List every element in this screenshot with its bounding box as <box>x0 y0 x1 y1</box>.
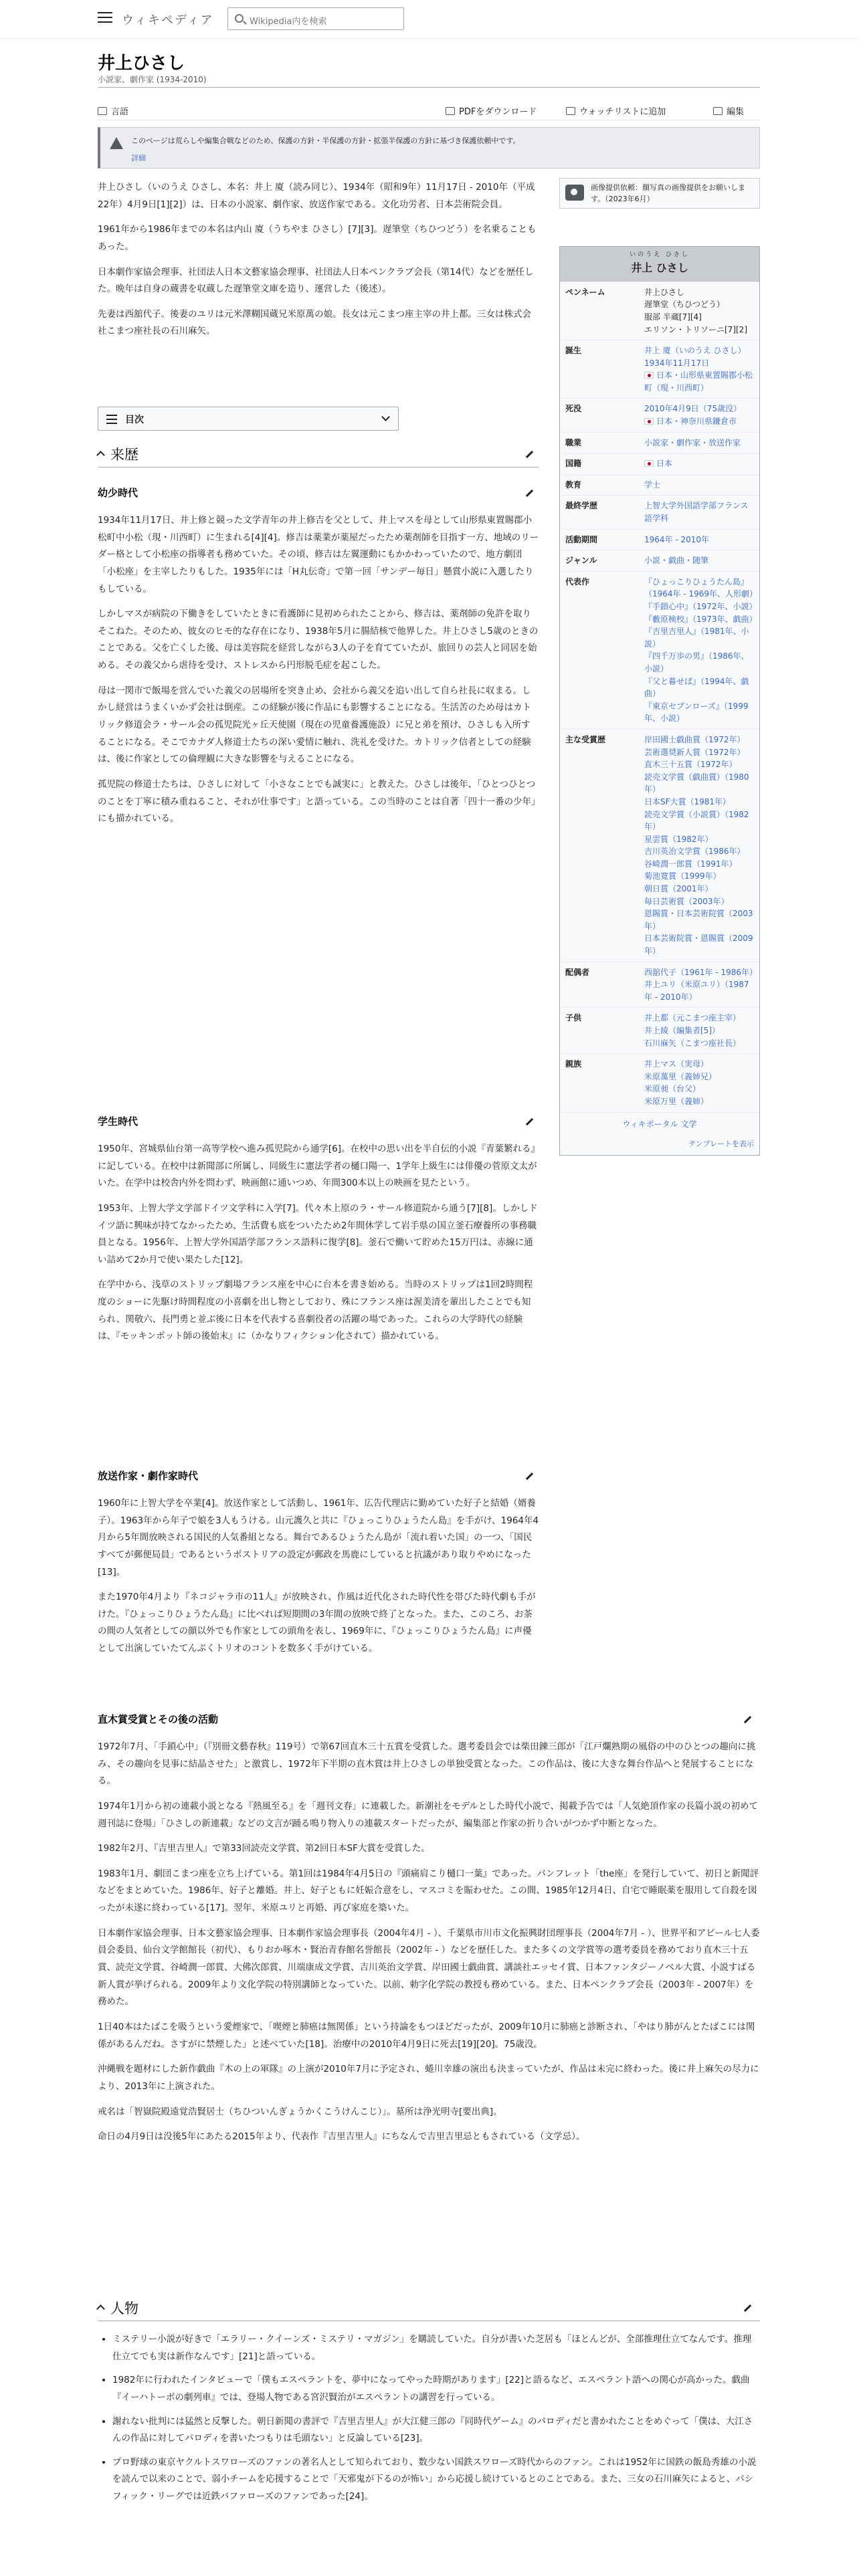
body-paragraph: 1972年7月、「手鎖心中」（『別冊文藝春秋』119号）で第67回直木三十五賞を受賞した。選考委員会では柴田錬三郎が「江戸爛熟期の風俗の中のひとつの趣向に挑み、その趣向を見事に結晶させた」と激賞し、1972年下半期の直木賞は井上ひさしの単独受賞となった。この作品は、後に大きな舞台作品へと発展することになる。 <box>98 1741 756 1787</box>
infobox-value: 井上都（元こまつ座主宰） 井上綾（編集者[5]） 石川麻矢（こまつ座社長） <box>644 1013 741 1048</box>
body-paragraph: 日本劇作家協会理事、日本文藝家協会理事、日本劇作家協会理事長（2004年4月 - ）、千葉県市川市文化振興財団理事長（2004年7月 - ）、世界平和アピール七人委員会委員、仙台文学館館長（初代）、もりおか啄木・賢治青春館名誉館長（2002年 - ）などを歴任した。また多くの文学賞等の選考委員を務めており直木三十五賞、読売文学賞、谷崎潤一郎賞、大佛次郎賞、川端康成文学賞、吉川英治文学賞、岸田國士戯曲賞、講談社エッセイ賞、日本ファンタジーノベル大賞、小説すばる新人賞が挙げられる。2009年より文化学院の特別講師となっていた。以前、勅字化学院の教授も務めている。また、日本ペンクラブ会長（2003年 - 2007年）を務めた。 <box>98 1927 760 2008</box>
edit-section-icon[interactable] <box>524 488 534 498</box>
infobox-key: 配偶者 <box>565 967 590 977</box>
infobox-key: 子供 <box>565 1013 582 1023</box>
search-icon <box>235 14 244 23</box>
toc-label: 目次 <box>125 415 144 425</box>
page-toolbar <box>98 100 760 120</box>
infobox-value: 上智大学外国語学部フランス語学科 <box>644 501 749 524</box>
infobox-value: 日本 <box>644 457 754 470</box>
title-divider <box>98 87 760 88</box>
body-paragraph: 1日40本はたばこを吸うという愛煙家で、「喫煙と肺癌は無関係」という持論をもつほどだったが、2009年10月に肺癌と診断され、「やはり肺がんとたばこには関係があるんだね。さすがに禁煙した」と述べていた[18]。治療中の2010年4月9日に死去[19][20]。75歳没。 <box>98 2021 755 2050</box>
infobox-value: 小説・戯曲・随筆 <box>644 556 709 566</box>
protection-notice <box>98 127 760 169</box>
infobox-value: 井上マス（実母） 米原萬里（義姉兄） 米原昶（台父） 米原万里（義姉） <box>644 1059 717 1106</box>
infobox-key: 教育 <box>565 479 582 490</box>
list-icon <box>106 415 117 424</box>
site-logo[interactable]: ウィキペディア <box>122 13 214 27</box>
image-request-text: 画像提供依頼：顔写真の画像提供をお願いします。（2023年6月） <box>591 183 745 203</box>
body-paragraph: 1934年11月17日、井上修と競った文学青年の井上修吉を父として、井上マスを母として山形県東置賜郡小松町中小松（現・川西町）に生まれる[4][4]。修吉は薬業が薬屋だったため薬剤師を目指す一方、地域のリーダー格として小松座の指導者も務めていた。その頃、修吉は左翼運動にもかかわっていたので、地方劇団「小松座」を主宰したりもした。1935年には「H丸伝奇」で第一回「サンデー毎日」懸賞小説に入選したりもしている。 <box>98 515 539 595</box>
japan-flag-icon <box>644 418 654 425</box>
infobox-row <box>560 571 759 729</box>
language-button[interactable] <box>98 104 128 117</box>
infobox-key: 誕生 <box>565 346 582 356</box>
list-item: • ミステリー小説が好きで「エラリー・クイーンズ・ミステリ・マガジン」を購読していた。自分が書いた芝居も「ほとんどが、全部推理仕立てなんです。推理仕立てでも実は新作なんです」[21]と語っている。 <box>112 2331 760 2365</box>
chevron-up-icon <box>96 2304 105 2313</box>
body-paragraph: 1960年に上智大学を卒業[4]。放送作家として活動し、1961年、広告代理店に勤めていた好子と結婚（婿養子）。1963年から年子で娘を3人もうける。山元護久と共に『ひょっこりひょうたん島』を手がけ、1964年4月から5年間放映される国民的人気番組となる。舞台であるひょうたん島が「流れ着いた国」の一つ、「国民すべてが郵便局員」であるというポストリアの設定が郵政を馬鹿にしていると抗議があり取りやめになった[13]。 <box>98 1498 539 1578</box>
intro-paragraph: 1961年から1986年までの本名は内山 廈（うちやま ひさし）[7][3]。遅筆堂（ちひつどう）を名乗ることもあった。 <box>98 224 537 252</box>
infobox-header <box>560 247 759 282</box>
infobox-key: 死没 <box>565 404 582 414</box>
body-paragraph: 1950年、宮城県仙台第一高等学校へ進み孤児院から通学[6]。在校中の思い出を半自伝的小説『青葉繁れる』に記している。在校中は新聞部に所属し、同級生に憲法学者の樋口陽一、1学年上級生には俳優の菅原文太がいた。在学中は校舎内外を問わず、映画館に通いつめ、年間300本以上の映画を見たという。 <box>98 1144 537 1189</box>
naoki-section <box>98 1739 760 2154</box>
intro-paragraph: 井上ひさし（いのうえ ひさし、本名：井上 廈（読み同じ）、1934年（昭和9年）11月17日 - 2010年（平成22年）4月9日[1][2]）は、日本の小説家、劇作家、放送作家である。文化功労者、日本芸術院会員。 <box>98 182 535 210</box>
pencil-icon <box>713 107 723 115</box>
body-paragraph: 孤児院の修道士たちは、ひさしに対して「小さなことでも誠実に」と教えた。ひさしは後年、「ひとつひとつのことを丁寧に積み重ねること、それが仕事です」と語っている。この当時のことは自著「四十一番の少年」にも描かれている。 <box>98 778 536 825</box>
template-label[interactable]: テンプレートを表示 <box>688 1140 754 1149</box>
image-request-box <box>559 178 760 209</box>
infobox-row <box>560 398 759 431</box>
list-item: • 1982年に行われたインタビューで「僕もエスペラントを、夢中になってやった時期があります」[22]と語るなど、エスペラント語への関心が高かった。戯曲『イーハトーボの劇列車』では、登場人物である宮沢賢治がエスペラントの講習を行っている。 <box>112 2372 760 2406</box>
page-subtitle: 小説家、劇作家 (1934-2010) <box>98 75 207 84</box>
warning-icon <box>110 137 123 149</box>
infobox-key: 親族 <box>565 1059 582 1069</box>
body-paragraph: また1970年4月より『ネコジャラ市の11人』が放映され、作風は近代化された時代性を帯びた時代劇も手がけた。『ひょっこりひょうたん島』に比べれば短期間の3年間の放映で終了となった。また、このころ、お茶の間の人気者としての顔以外でも作家としての頭角を表し、1969年に、『ひょっこりひょうたん島』に声優として出演していたてんぷくトリオのコントを数多く手がけている。 <box>98 1592 536 1654</box>
infobox <box>559 246 760 1156</box>
notice-text: このページは荒らしや編集合戦などのため、保護の方針・半保護の方針・拡張半保護の方針に基づき保護依頼中です。 <box>131 136 520 145</box>
pdf-label: PDFをダウンロード <box>459 107 537 117</box>
table-of-contents-toggle[interactable] <box>98 407 399 431</box>
template-link[interactable] <box>560 1136 759 1155</box>
infobox-key: ペンネーム <box>565 287 605 297</box>
infobox-row <box>560 1007 759 1053</box>
section-heading-raireki[interactable] <box>98 444 138 464</box>
body-paragraph: 在学中から、浅草のストリップ劇場フランス座を中心に台本を書き始める。当時のストリップは1回2時間程度のショーに先駆け時間程度の小喜劇を出し物としており、殊にフランス座は渥美清を輩出したことでも知られ、関敬六、長門勇と並ぶ後に日本を代表する喜劇役者の活躍の場であった。これらの大学時代の経験は、『モッキンポット師の後始末』に（かなりフィクション化されて）描かれている。 <box>98 1279 533 1342</box>
infobox-key: 活動期間 <box>565 534 598 544</box>
infobox-key: 最終学歴 <box>565 501 598 511</box>
infobox-key: 代表作 <box>565 576 590 586</box>
body-paragraph: 1983年1月、劇団こまつ座を立ち上げている。第1回は1984年4月5日の『頭痛肩こり樋口一葉』であった。パンフレット「the座」を発行していて、初日と新聞評などをまとめていた。1986年、好子と離婚。井上、好子ともに妊娠合意をし、マスコミを賑わせた。この間、1985年12月4日、自宅で睡眠薬を服用して自殺を図ったが未遂に終わっている[17]。翌年、米原ユリと再婚、再び家庭を築いた。 <box>98 1868 759 1914</box>
youshou-section <box>98 512 539 836</box>
infobox-ruby: いのうえ ひさし <box>630 251 690 258</box>
infobox-key: 国籍 <box>565 459 582 469</box>
infobox-value: 2010年4月9日（75歳没） 日本・神奈川県鎌倉市 <box>644 404 742 427</box>
subsection-heading-gakusei: 学生時代 <box>98 1115 138 1128</box>
infobox-row <box>560 962 759 1008</box>
watch-label: ウォッチリストに追加 <box>579 107 666 117</box>
body-paragraph: 母は一関市で飯場を営んでいた義父の居場所を突き止め、会社から義父を追い出して自ら社長に収まる。しかし経営はうまくいかず会社は倒産。この経験が後に作品にも影響することになる。生活苦のため母はカトリック修道会ラ・サール会の孤児院光ヶ丘天使園（現在の児童養護施設）に兄と弟を預け、ひさしも入所することになる。そこでカナダ人修道士たちの深い愛情に触れ、洗礼を受けた。カトリック信者としての経験は、後に作家としての倫理観に大きな影響を与えることになる。 <box>98 685 531 765</box>
infobox-value: 『ひょっこりひょうたん島』（1964年 - 1969年、人形劇） 『手鎖心中』（1972年、小説） 『藪原検校』（1973年、戯曲） 『吉里吉里人』（1981年、小説） 『四千万歩の男』（1986年、小説） 『父と暮せば』（1994年、戯曲） 『東京セブンローズ』（1999年、小説） <box>644 576 758 724</box>
infobox-row <box>560 495 759 528</box>
subsection-heading-housou: 放送作家・劇作家時代 <box>98 1470 199 1482</box>
infobox-row <box>560 474 759 496</box>
body-paragraph: 沖縄戦を題材にした新作戯曲『木の上の軍隊』の上演が2010年7月に予定され、蜷川幸雄の演出も決まっていたが、作品は未完に終わった。後に井上麻矢の尽力により、2013年に上演された。 <box>98 2064 759 2092</box>
language-icon <box>98 107 107 115</box>
infobox-row <box>560 529 759 550</box>
infobox-value: 岸田國士戯曲賞（1972年） 芸術選奨新人賞（1972年） 直木三十五賞（1972年） 読売文学賞（戯曲賞）（1980年） 日本SF大賞（1981年） 読売文学賞（小説賞）（1982年） 星雲賞（1982年） 吉川英治文学賞（1986年） 谷崎潤一郎賞（1991年） 菊池寛賞（1999年） 朝日賞（2001年） 毎日芸術賞（2003年） 恩賜賞・日本芸術院賞（2003年） 日本芸術院賞・恩賜賞（2009年） <box>644 734 753 956</box>
language-label: 言語 <box>111 107 129 117</box>
japan-flag-icon <box>644 372 654 379</box>
infobox-key: 職業 <box>565 437 582 447</box>
infobox-value: 小説家・劇作家・放送作家 <box>644 437 741 447</box>
infobox-value: 学士 <box>644 479 661 490</box>
edit-button[interactable] <box>713 104 744 117</box>
edit-section-icon[interactable] <box>524 1117 534 1126</box>
infobox-row <box>560 453 759 474</box>
pdf-download-button[interactable] <box>446 104 537 117</box>
japan-flag-icon <box>644 460 654 467</box>
search-placeholder: Wikipedia内を検索 <box>250 17 327 27</box>
menu-icon[interactable] <box>98 12 112 24</box>
chevron-up-icon <box>96 451 105 459</box>
intro-paragraph: 日本劇作家協会理事、社団法人日本文藝家協会理事、社団法人日本ペンクラブ会長（第14代）などを歴任した。晩年は自身の蔵書を収蔵した遅筆堂文庫を造り、運営した（後述）。 <box>98 266 534 295</box>
subsection-heading-naoki: 直木賞受賞とその後の活動 <box>98 1713 219 1725</box>
header <box>0 0 859 39</box>
infobox-rows <box>560 282 759 1112</box>
edit-section-icon[interactable] <box>743 1715 752 1724</box>
infobox-value: 井上ひさし 遅筆堂（ちひつどう） 服部 半蔵[7][4] エリソン・トリソーニ[7][2] <box>644 287 747 334</box>
jinbutsu-list <box>98 2331 760 2506</box>
infobox-value: 井上 廈（いのうえ ひさし） 1934年11月17日 日本・山形県東置賜郡小松町（現・川西町） <box>644 346 753 393</box>
infobox-key: 主な受賞歴 <box>565 734 606 744</box>
infobox-name: 井上 ひさし <box>631 261 688 274</box>
notice-details-link[interactable]: 詳細 <box>131 154 146 163</box>
body-paragraph: 1953年、上智大学文学部ドイツ文学科に入学[7]。代々木上原のラ・サール修道院から通う[7][8]。しかしドイツ語に興味が持てなかったため、生活費も底をついたため2年間休学して岩手県の国立釜石療養所の事務職員となる。1956年、上智大学外国語学部フランス語科に復学[8]。釜石で働いて貯めた15万円は、赤線に通い詰めて2か月で使い果たした[12]。 <box>98 1202 538 1265</box>
portal-link[interactable] <box>560 1112 759 1136</box>
section-title: 来歴 <box>110 447 138 463</box>
body-paragraph: しかしマスが病院の下働きをしていたときに看護師に見初められたことから、修吉は、薬剤師の免許を取りそこねた。そのため、彼女のヒモ的な存在になり、1938年5月に腸結核で他界した。井上ひさし5歳のときのことである。父を亡くした後、母は美容院を経営しながら3人の子を育てていたが、旅回りの芸人と同居を始める。その義父から虐待を受け、ストレスから円形脱毛症を起こした。 <box>98 609 539 671</box>
section-heading-jinbutsu[interactable] <box>98 2298 138 2318</box>
jinbutsu-section <box>98 2331 760 2512</box>
page-title: 井上ひさし <box>98 53 185 74</box>
infobox-row <box>560 729 759 962</box>
search-input[interactable] <box>227 7 404 30</box>
body-paragraph: 戒名は「智嶽院殿遠覚浩賢居士（ちひついんぎょうかくこうけんこじ）」。墓所は浄光明寺[要出典]。 <box>98 2106 502 2117</box>
camera-icon <box>565 185 584 201</box>
watchlist-button[interactable] <box>566 104 666 117</box>
infobox-value: 西舘代子（1961年 - 1986年） 井上ユリ（米原ユリ）（1987年 - 2010年） <box>644 967 758 1002</box>
list-item: • 謝れない批判には猛然と反撃した。朝日新聞の書評で『吉里吉里人』が大江健三郎の『同時代ゲーム』のパロディだと書かれたことをめぐって「僕は、大江さんの作品に対してパロディを書いたつもりは毛頭ない」と反論している[23]。 <box>112 2413 760 2448</box>
body-paragraph: 1974年1月から初の連載小説となる『熱風至る』を「週刊文春」に連載した。新潮社をモデルとした時代小説で、掲載予告では「人気絶頂作家の長篇小説の初めて週刊誌に登場」「ひさしの新連載」などの文言が踊る鳴り物入りの連載スタートだったが、編集部と作家の折り合いがつかず中断となった。 <box>98 1800 758 1829</box>
list-item: • プロ野球の東京ヤクルトスワローズのファンの著名人として知られており、数少ない国鉄スワローズ時代からのファン。これは1952年に国鉄の飯島秀雄の小説を読んで以来のことで、弱小チームを応援することで「天邪鬼が下るのが怖い」から応援し続けているとのことである。また、三女の石川麻矢によると、パシフィック・リーグでは近鉄バファローズのファンであった[24]。 <box>112 2454 760 2506</box>
intro-paragraph: 先妻は西舘代子。後妻のユリは元米澤糊国蔵兄米原萬の娘。長女は元こまつ座主宰の井上都。三女は株式会社こまつ座社長の石川麻矢。 <box>98 308 531 337</box>
portal-label[interactable]: ウィキポータル 文学 <box>622 1119 697 1129</box>
infobox-row <box>560 340 759 398</box>
edit-section-icon[interactable] <box>743 2303 752 2313</box>
star-icon <box>566 107 575 115</box>
body-paragraph: 1982年2月、『吉里吉里人』で第33回読売文学賞、第2回日本SF大賞を受賞した。 <box>98 1843 430 1854</box>
edit-section-icon[interactable] <box>524 449 534 459</box>
body-paragraph: 命日の4月9日は没後5年にあたる2015年より、代表作『吉里吉里人』にちなんで吉里吉里忌ともされている（文学忌）。 <box>98 2131 585 2143</box>
gakusei-section <box>98 1141 539 1354</box>
download-icon <box>446 107 455 115</box>
infobox-row <box>560 432 759 453</box>
infobox-row <box>560 282 759 340</box>
infobox-row <box>560 1053 759 1111</box>
chevron-down-icon <box>381 413 390 421</box>
infobox-value: 1964年 - 2010年 <box>644 534 710 544</box>
edit-label: 編集 <box>727 107 745 117</box>
subsection-heading-youshou: 幼少時代 <box>98 487 138 499</box>
infobox-key: ジャンル <box>565 556 597 566</box>
housou-section <box>98 1495 539 1666</box>
infobox-row <box>560 550 759 571</box>
intro-section <box>98 179 539 348</box>
section-title: 人物 <box>110 2300 138 2317</box>
edit-section-icon[interactable] <box>524 1471 534 1481</box>
